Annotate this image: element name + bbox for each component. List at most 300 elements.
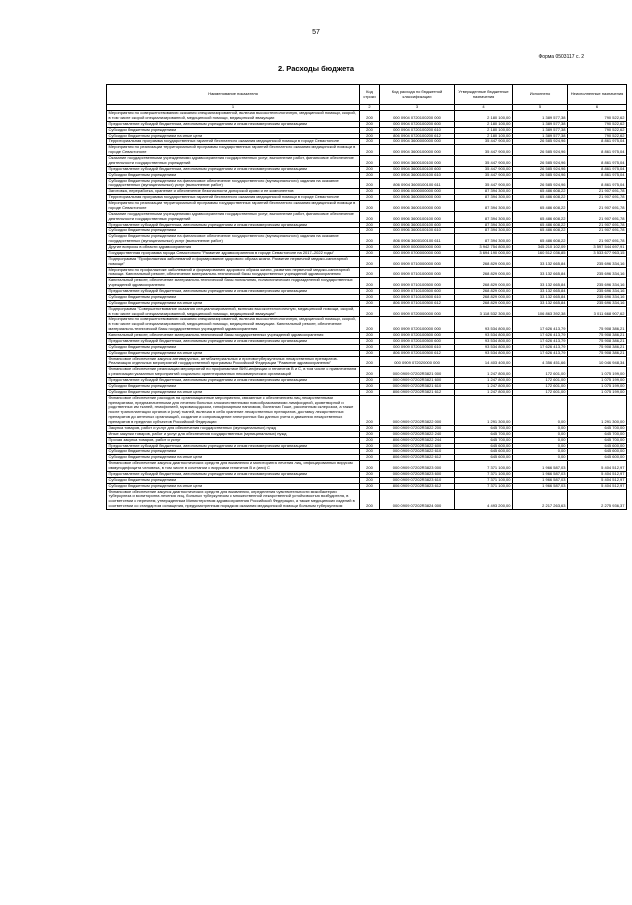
row-unexecuted: 21 907 691,78 bbox=[568, 234, 627, 245]
row-name: Подпрограмма "Профилактика заболеваний и формирование здорового образа жизни. Развитие первичной медико-санитарной помощи" bbox=[107, 256, 360, 267]
row-approved: 87 394 300,00 bbox=[455, 211, 513, 222]
table-body bbox=[107, 111, 627, 510]
row-name: Субсидии бюджетным учреждениям bbox=[107, 294, 360, 300]
row-kbk: 000 0906 3600000000 000 bbox=[380, 195, 455, 201]
table-row bbox=[107, 139, 627, 145]
table-row bbox=[107, 461, 627, 472]
row-code: 200 bbox=[360, 483, 380, 489]
table-row bbox=[107, 483, 627, 489]
row-unexecuted: 8 861 975,04 bbox=[568, 156, 627, 167]
row-approved: 268 829 000,00 bbox=[455, 289, 513, 295]
row-kbk: 806 0906 3600100100 611 bbox=[380, 234, 455, 245]
row-approved: 645 600,00 bbox=[455, 455, 513, 461]
row-approved: 93 534 800,00 bbox=[455, 344, 513, 350]
table-row bbox=[107, 471, 627, 477]
table-row bbox=[107, 378, 627, 384]
row-code: 200 bbox=[360, 300, 380, 306]
row-unexecuted: 8 861 975,04 bbox=[568, 139, 627, 145]
row-executed: 65 486 608,22 bbox=[513, 201, 568, 212]
row-kbk: 000 0909 07202R3824 000 bbox=[380, 489, 455, 510]
header-unexecuted: Неисполненные назначения bbox=[568, 85, 627, 105]
row-unexecuted: 21 907 691,78 bbox=[568, 195, 627, 201]
row-name: Субсидии бюджетным учреждениям на финансовое обеспечение государственного (муниципального) задания на оказание государственных (муниципальных) услуг (выполнение работ) bbox=[107, 234, 360, 245]
header-name: Наименование показателя bbox=[107, 85, 360, 105]
row-approved: 87 394 300,00 bbox=[455, 228, 513, 234]
table-row bbox=[107, 489, 627, 510]
row-approved: 87 394 300,00 bbox=[455, 234, 513, 245]
row-name: Государственная программа города Севастополя "Развитие здравоохранения в городе Севастополе на 2017–2022 годы" bbox=[107, 250, 360, 256]
row-kbk: 000 0904 3600000000 000 bbox=[380, 139, 455, 145]
row-approved: 93 534 800,00 bbox=[455, 333, 513, 339]
row-kbk: 000 0906 3600100100 600 bbox=[380, 222, 455, 228]
row-unexecuted: 5 404 512,97 bbox=[568, 477, 627, 483]
row-unexecuted: 790 522,62 bbox=[568, 111, 627, 122]
table-row bbox=[107, 300, 627, 306]
row-unexecuted: 5 404 512,97 bbox=[568, 483, 627, 489]
row-executed: 65 486 608,22 bbox=[513, 195, 568, 201]
row-kbk: 000 0909 0720100500 000 bbox=[380, 333, 455, 339]
row-code: 200 bbox=[360, 189, 380, 195]
row-approved: 645 700,00 bbox=[455, 425, 513, 431]
section-title: 2. Расходы бюджета bbox=[277, 64, 355, 73]
row-code: 200 bbox=[360, 211, 380, 222]
row-unexecuted: 8 861 975,04 bbox=[568, 166, 627, 172]
row-unexecuted: 21 907 691,78 bbox=[568, 201, 627, 212]
row-executed: 17 626 413,79 bbox=[513, 338, 568, 344]
row-name: Субсидии бюджетным учреждениям bbox=[107, 449, 360, 455]
row-kbk: 000 0909 07202R3823 610 bbox=[380, 477, 455, 483]
row-approved: 268 829 000,00 bbox=[455, 267, 513, 278]
row-approved: 4 493 200,00 bbox=[455, 489, 513, 510]
row-kbk: 000 0909 0720100500 610 bbox=[380, 344, 455, 350]
row-unexecuted: 645 700,00 bbox=[568, 437, 627, 443]
table-row bbox=[107, 289, 627, 295]
row-executed: 1 966 587,03 bbox=[513, 461, 568, 472]
row-code: 200 bbox=[360, 195, 380, 201]
row-approved: 14 403 400,00 bbox=[455, 356, 513, 367]
header-number: 4 bbox=[455, 105, 513, 111]
row-executed: 17 626 413,79 bbox=[513, 344, 568, 350]
header-number: 3 bbox=[380, 105, 455, 111]
row-name: Субсидии бюджетным учреждениям на иные цели bbox=[107, 455, 360, 461]
table-row bbox=[107, 278, 627, 289]
row-code: 200 bbox=[360, 344, 380, 350]
table-row bbox=[107, 189, 627, 195]
row-executed: 65 486 608,22 bbox=[513, 234, 568, 245]
table-row bbox=[107, 178, 627, 189]
row-unexecuted: 235 696 334,16 bbox=[568, 300, 627, 306]
row-code: 200 bbox=[360, 333, 380, 339]
row-approved: 2 180 100,00 bbox=[455, 127, 513, 133]
table-row bbox=[107, 234, 627, 245]
row-name: Территориальная программа государственных гарантий бесплатного оказания медицинской помощи в городе Севастополе bbox=[107, 195, 360, 201]
row-executed: 0,00 bbox=[513, 449, 568, 455]
row-executed: 33 132 665,84 bbox=[513, 267, 568, 278]
row-unexecuted: 1 075 199,00 bbox=[568, 378, 627, 384]
row-kbk: 000 0909 0710100500 600 bbox=[380, 289, 455, 295]
table-row bbox=[107, 389, 627, 395]
row-unexecuted: 645 700,00 bbox=[568, 425, 627, 431]
table-row bbox=[107, 250, 627, 256]
row-approved: 1 247 800,00 bbox=[455, 367, 513, 378]
header-kbk: Код расхода по бюджетной классификации bbox=[380, 85, 455, 105]
row-kbk: 000 0909 0710100500 000 bbox=[380, 278, 455, 289]
row-kbk: 000 0909 0720000000 000 bbox=[380, 306, 455, 317]
row-code: 200 bbox=[360, 395, 380, 425]
row-executed: 0,00 bbox=[513, 431, 568, 437]
row-unexecuted: 645 700,00 bbox=[568, 431, 627, 437]
row-executed: 17 626 413,79 bbox=[513, 350, 568, 356]
row-approved: 268 829 000,00 bbox=[455, 256, 513, 267]
row-kbk: 000 0909 0720100000 000 bbox=[380, 317, 455, 333]
row-code: 200 bbox=[360, 178, 380, 189]
row-approved: 3 118 532 300,00 bbox=[455, 306, 513, 317]
row-name: Мероприятия по реализации территориальной программы государственных гарантий бесплатного оказания медицинской помощи в городе Севастополе bbox=[107, 201, 360, 212]
row-kbk: 806 0909 07202R3823 612 bbox=[380, 483, 455, 489]
row-code: 200 bbox=[360, 338, 380, 344]
row-executed: 106 863 392,38 bbox=[513, 306, 568, 317]
table-row bbox=[107, 306, 627, 317]
row-approved: 645 700,00 bbox=[455, 437, 513, 443]
row-kbk: 806 0909 07202R3822 244 bbox=[380, 437, 455, 443]
row-executed: 2 217 263,63 bbox=[513, 489, 568, 510]
row-executed: 4 356 451,66 bbox=[513, 356, 568, 367]
row-name: Иные закупки товаров, работ и услуг для обеспечения государственных (муниципальных) нужд bbox=[107, 431, 360, 437]
row-code: 200 bbox=[360, 172, 380, 178]
table-row bbox=[107, 267, 627, 278]
row-unexecuted: 790 522,62 bbox=[568, 127, 627, 133]
row-name: Субсидии бюджетным учреждениям на иные цели bbox=[107, 483, 360, 489]
table-row bbox=[107, 245, 627, 251]
row-code: 200 bbox=[360, 489, 380, 510]
row-name: Субсидии бюджетным учреждениям на иные цели bbox=[107, 389, 360, 395]
row-code: 200 bbox=[360, 367, 380, 378]
table-row bbox=[107, 145, 627, 156]
row-kbk: 000 0906 3600100100 000 bbox=[380, 211, 455, 222]
table-row bbox=[107, 367, 627, 378]
row-code: 200 bbox=[360, 425, 380, 431]
table-row bbox=[107, 356, 627, 367]
row-kbk: 000 0909 07202R3822 200 bbox=[380, 425, 455, 431]
row-approved: 268 829 000,00 bbox=[455, 300, 513, 306]
row-unexecuted: 790 522,62 bbox=[568, 133, 627, 139]
row-executed: 0,00 bbox=[513, 443, 568, 449]
row-code: 200 bbox=[360, 228, 380, 234]
row-executed: 1 389 577,38 bbox=[513, 121, 568, 127]
row-name: Финансовое обеспечение реализации мероприятий по профилактике ВИЧ-инфекции и гепатитов В и С, в том числе с привлечением к реализации указанных мероприятий социально ориентированных некоммерческих организаций bbox=[107, 367, 360, 378]
row-name: Другие вопросы в области здравоохранения bbox=[107, 245, 360, 251]
row-name: Субсидии бюджетным учреждениям на иные цели bbox=[107, 133, 360, 139]
header-approved: Утвержденные бюджетные назначения bbox=[455, 85, 513, 105]
row-code: 200 bbox=[360, 289, 380, 295]
row-code: 200 bbox=[360, 383, 380, 389]
row-name: Закупка товаров, работ и услуг для обеспечения государственных (муниципальных) нужд bbox=[107, 425, 360, 431]
row-executed: 65 486 608,22 bbox=[513, 222, 568, 228]
row-code: 200 bbox=[360, 443, 380, 449]
row-code: 200 bbox=[360, 306, 380, 317]
row-approved: 93 534 800,00 bbox=[455, 317, 513, 333]
row-executed: 26 585 924,96 bbox=[513, 178, 568, 189]
row-name: Мероприятия по совершенствованию оказания специализированной, включая высокотехнологичную, медицинской помощи, скорой, в том числе скорой специализированной, медицинской помощи, медицинской эвакуации bbox=[107, 111, 360, 122]
row-unexecuted: 3 011 668 907,62 bbox=[568, 306, 627, 317]
row-unexecuted: 21 907 691,78 bbox=[568, 211, 627, 222]
header-number: 6 bbox=[568, 105, 627, 111]
row-unexecuted: 1 075 199,00 bbox=[568, 389, 627, 395]
header-executed: Исполнено bbox=[513, 85, 568, 105]
row-name: Мероприятия по профилактике заболеваний и формированию здорового образа жизни, развитию первичной медико-санитарной помощи. Капитальный ремонт, обеспечение материально-технической базы государственных учреждений здравоохранения bbox=[107, 267, 360, 278]
row-kbk: 000 0909 07202R3822 600 bbox=[380, 443, 455, 449]
row-name: Прочая закупка товаров, работ и услуг bbox=[107, 437, 360, 443]
table-row bbox=[107, 156, 627, 167]
row-name: Капитальный ремонт, обеспечение материально-технической базы поликлиник, поликлинических подразделений государственных учреждений здравоохранения bbox=[107, 278, 360, 289]
row-approved: 1 247 800,00 bbox=[455, 378, 513, 384]
row-code: 200 bbox=[360, 145, 380, 156]
row-unexecuted: 3 533 677 963,15 bbox=[568, 250, 627, 256]
expenses-table bbox=[106, 84, 627, 510]
row-kbk: 806 0909 07202R3821 612 bbox=[380, 389, 455, 395]
table-row bbox=[107, 222, 627, 228]
row-unexecuted: 21 907 691,78 bbox=[568, 228, 627, 234]
table-row bbox=[107, 133, 627, 139]
header-number: 5 bbox=[513, 105, 568, 111]
row-kbk: 000 0904 3600100000 000 bbox=[380, 145, 455, 156]
row-unexecuted: 8 861 975,04 bbox=[568, 145, 627, 156]
row-name: Оказание государственными учреждениями здравоохранения государственных услуг, выполнение работ, финансовое обеспечение деятельности государственных учреждений bbox=[107, 211, 360, 222]
row-kbk: 000 0909 07202R3823 000 bbox=[380, 461, 455, 472]
row-executed: 1 966 587,03 bbox=[513, 471, 568, 477]
row-unexecuted: 8 861 975,04 bbox=[568, 172, 627, 178]
row-code: 200 bbox=[360, 278, 380, 289]
row-unexecuted: 5 404 512,97 bbox=[568, 461, 627, 472]
table-row bbox=[107, 111, 627, 122]
row-code: 200 bbox=[360, 166, 380, 172]
row-approved: 2 180 100,00 bbox=[455, 121, 513, 127]
row-executed: 33 132 665,84 bbox=[513, 256, 568, 267]
row-kbk: 000 0904 0720100200 000 bbox=[380, 111, 455, 122]
row-approved: 7 371 100,00 bbox=[455, 477, 513, 483]
row-executed: 17 626 413,79 bbox=[513, 333, 568, 339]
row-kbk: 000 0909 0000000000 000 bbox=[380, 245, 455, 251]
row-code: 200 bbox=[360, 234, 380, 245]
row-name: Субсидии бюджетным учреждениям bbox=[107, 477, 360, 483]
row-executed: 33 132 665,84 bbox=[513, 294, 568, 300]
row-kbk: 000 0909 0710100500 610 bbox=[380, 294, 455, 300]
row-kbk: 000 0909 0700000000 000 bbox=[380, 250, 455, 256]
row-executed: 26 585 924,96 bbox=[513, 145, 568, 156]
table-row bbox=[107, 256, 627, 267]
row-kbk: 000 0904 3600100100 610 bbox=[380, 172, 455, 178]
row-executed: 26 585 924,96 bbox=[513, 172, 568, 178]
row-name: Мероприятия по совершенствованию оказания специализированной, включая высокотехнологичную, медицинской помощи, скорой, в том числе скорой специализированной, медицинской помощи, медицинской эвакуации. Капитальный ремонт, обеспечение материально-технической базы государственных учреждений здравоохранения bbox=[107, 317, 360, 333]
row-unexecuted: 8 861 975,04 bbox=[568, 178, 627, 189]
row-unexecuted: 75 908 386,21 bbox=[568, 317, 627, 333]
table-row bbox=[107, 395, 627, 425]
row-executed: 345 210 102,09 bbox=[513, 245, 568, 251]
row-name: Предоставление субсидий бюджетным, автономным учреждениям и иным некоммерческим организациям bbox=[107, 289, 360, 295]
row-code: 200 bbox=[360, 455, 380, 461]
row-executed: 1 966 587,03 bbox=[513, 483, 568, 489]
row-kbk: 000 0909 07202R3822 000 bbox=[380, 395, 455, 425]
row-approved: 3 694 190 000,00 bbox=[455, 250, 513, 256]
row-kbk: 806 0909 0710100500 612 bbox=[380, 300, 455, 306]
row-kbk: 000 0909 07202R3821 000 bbox=[380, 367, 455, 378]
row-name: Подпрограмма "Совершенствование оказания специализированной, включая высокотехнологичную, медицинской помощи, скорой, в том числе скорой специализированной, медицинской помощи, медицинской эвакуации" bbox=[107, 306, 360, 317]
table-row bbox=[107, 121, 627, 127]
row-kbk: 806 0904 0720100200 612 bbox=[380, 133, 455, 139]
table-row bbox=[107, 201, 627, 212]
row-approved: 1 291 300,00 bbox=[455, 395, 513, 425]
row-code: 200 bbox=[360, 378, 380, 384]
row-approved: 645 600,00 bbox=[455, 443, 513, 449]
row-code: 200 bbox=[360, 267, 380, 278]
row-kbk: 000 0909 0720100500 600 bbox=[380, 338, 455, 344]
row-unexecuted: 645 600,00 bbox=[568, 443, 627, 449]
row-executed: 1 389 577,38 bbox=[513, 133, 568, 139]
row-code: 200 bbox=[360, 389, 380, 395]
row-code: 200 bbox=[360, 133, 380, 139]
row-executed: 26 585 924,96 bbox=[513, 166, 568, 172]
table-row bbox=[107, 211, 627, 222]
row-code: 200 bbox=[360, 449, 380, 455]
row-kbk: 000 0904 3600100100 600 bbox=[380, 166, 455, 172]
row-name: Предоставление субсидий бюджетным, автономным учреждениям и иным некоммерческим организациям bbox=[107, 166, 360, 172]
table-row bbox=[107, 317, 627, 333]
row-code: 200 bbox=[360, 127, 380, 133]
row-unexecuted: 1 075 199,00 bbox=[568, 383, 627, 389]
row-name: Субсидии бюджетным учреждениям bbox=[107, 127, 360, 133]
row-kbk: 000 0906 0000000000 000 bbox=[380, 189, 455, 195]
row-approved: 7 371 100,00 bbox=[455, 461, 513, 472]
row-executed: 172 601,00 bbox=[513, 383, 568, 389]
row-name: Субсидии бюджетным учреждениям bbox=[107, 344, 360, 350]
row-unexecuted: 3 597 544 697,91 bbox=[568, 245, 627, 251]
row-unexecuted: 75 908 386,21 bbox=[568, 350, 627, 356]
row-code: 200 bbox=[360, 256, 380, 267]
row-executed: 160 512 036,85 bbox=[513, 250, 568, 256]
row-executed: 33 132 665,84 bbox=[513, 300, 568, 306]
row-approved: 35 447 900,00 bbox=[455, 172, 513, 178]
table-row bbox=[107, 338, 627, 344]
row-name: Финансовое обеспечение закупок диагностических средств для выявления и мониторинга лечения лиц, инфицированных вирусом иммунодефицита человека, в том числе в сочетании с вирусами гепатитов В и (или) С bbox=[107, 461, 360, 472]
row-approved: 645 600,00 bbox=[455, 449, 513, 455]
row-unexecuted: 645 600,00 bbox=[568, 455, 627, 461]
row-approved: 93 534 800,00 bbox=[455, 350, 513, 356]
row-kbk: 000 0909 072020000 000 bbox=[380, 356, 455, 367]
row-unexecuted: 21 907 691,78 bbox=[568, 222, 627, 228]
row-executed: 26 585 924,96 bbox=[513, 139, 568, 145]
row-approved: 268 829 000,00 bbox=[455, 278, 513, 289]
row-kbk: 000 0909 07202R3822 240 bbox=[380, 431, 455, 437]
row-name: Финансовое обеспечение закупок диагностических средств для выявления, определения чувствительности микобактерии туберкулеза и мониторинга лечения лиц, больных туберкулезом с множественной лекарственной устойчивостью возбудителя, в соответствии с перечнем, утвержденным Министерством здравоохранения Российской Федерации, а также медицинских изделий в соответствии со стандартом оснащения, предусмотренным порядком оказания медицинской помощи больным туберкулезом bbox=[107, 489, 360, 510]
row-approved: 35 447 900,00 bbox=[455, 139, 513, 145]
row-approved: 1 247 800,00 bbox=[455, 383, 513, 389]
row-name: Предоставление субсидий бюджетным, автономным учреждениям и иным некоммерческим организациям bbox=[107, 378, 360, 384]
row-name: Субсидии бюджетным учреждениям на иные цели bbox=[107, 300, 360, 306]
row-name: Предоставление субсидий бюджетным, автономным учреждениям и иным некоммерческим организациям bbox=[107, 338, 360, 344]
row-kbk: 000 0904 3600100100 000 bbox=[380, 156, 455, 167]
row-unexecuted: 75 908 386,21 bbox=[568, 344, 627, 350]
row-executed: 0,00 bbox=[513, 437, 568, 443]
table-row bbox=[107, 166, 627, 172]
row-name: Предоставление субсидий бюджетным, автономным учреждениям и иным некоммерческим организациям bbox=[107, 222, 360, 228]
row-unexecuted: 75 908 386,21 bbox=[568, 333, 627, 339]
row-approved: 35 447 900,00 bbox=[455, 156, 513, 167]
row-kbk: 000 0906 3600100100 610 bbox=[380, 228, 455, 234]
row-executed: 26 585 924,96 bbox=[513, 156, 568, 167]
row-name: Заготовка, переработка, хранение и обеспечение безопасности донорской крови и ее компонентов bbox=[107, 189, 360, 195]
row-unexecuted: 1 291 300,00 bbox=[568, 395, 627, 425]
row-kbk: 000 0909 0710100000 000 bbox=[380, 267, 455, 278]
row-name: Финансовое обеспечение закупок антивирусных, антибактериальных и противотуберкулезных лекарственных препаратов. Реализация отдельных мероприятий государственной программы Российской Федерации "Развитие здравоохранения" bbox=[107, 356, 360, 367]
row-kbk: 806 0909 0720100500 612 bbox=[380, 350, 455, 356]
row-name: Капитальный ремонт, обеспечение материально-технической базы государственных учреждений здравоохранения bbox=[107, 333, 360, 339]
row-name: Оказание государственными учреждениями здравоохранения государственных услуг, выполнение работ, финансовое обеспечение деятельности государственных учреждений bbox=[107, 156, 360, 167]
row-approved: 1 247 800,00 bbox=[455, 389, 513, 395]
row-kbk: 000 0904 0720100200 610 bbox=[380, 127, 455, 133]
form-label: Форма 0503117 с. 2 bbox=[538, 54, 584, 60]
row-code: 200 bbox=[360, 121, 380, 127]
row-approved: 87 394 300,00 bbox=[455, 222, 513, 228]
row-unexecuted: 235 696 334,16 bbox=[568, 294, 627, 300]
row-name: Субсидии бюджетным учреждениям bbox=[107, 172, 360, 178]
row-approved: 2 180 100,00 bbox=[455, 133, 513, 139]
row-code: 200 bbox=[360, 437, 380, 443]
row-code: 200 bbox=[360, 461, 380, 472]
row-code: 200 bbox=[360, 294, 380, 300]
row-kbk: 806 0909 07202R3822 612 bbox=[380, 455, 455, 461]
row-approved: 87 394 300,00 bbox=[455, 195, 513, 201]
row-unexecuted: 235 696 334,16 bbox=[568, 256, 627, 267]
row-unexecuted: 1 075 199,00 bbox=[568, 367, 627, 378]
row-kbk: 000 0906 3600100000 000 bbox=[380, 201, 455, 212]
row-kbk: 000 0909 0710000000 000 bbox=[380, 256, 455, 267]
row-code: 200 bbox=[360, 350, 380, 356]
row-approved: 35 447 900,00 bbox=[455, 178, 513, 189]
row-code: 200 bbox=[360, 356, 380, 367]
row-unexecuted: 75 908 386,21 bbox=[568, 338, 627, 344]
row-unexecuted: 645 600,00 bbox=[568, 449, 627, 455]
header-row bbox=[107, 85, 627, 105]
header-code: Код строки bbox=[360, 85, 380, 105]
row-executed: 0,00 bbox=[513, 395, 568, 425]
row-approved: 87 394 300,00 bbox=[455, 189, 513, 195]
row-executed: 65 486 608,22 bbox=[513, 228, 568, 234]
row-name: Мероприятия по реализации территориальной программы государственных гарантий бесплатного оказания медицинской помощи в городе Севастополе bbox=[107, 145, 360, 156]
row-executed: 0,00 bbox=[513, 425, 568, 431]
row-name: Предоставление субсидий бюджетным, автономным учреждениям и иным некоммерческим организациям bbox=[107, 121, 360, 127]
row-unexecuted: 5 404 512,97 bbox=[568, 471, 627, 477]
row-unexecuted: 790 522,62 bbox=[568, 121, 627, 127]
row-approved: 93 534 800,00 bbox=[455, 338, 513, 344]
page-number: 57 bbox=[312, 29, 320, 36]
row-unexecuted: 235 696 334,16 bbox=[568, 267, 627, 278]
row-unexecuted: 21 907 691,78 bbox=[568, 189, 627, 195]
row-kbk: 806 0904 3600100100 611 bbox=[380, 178, 455, 189]
row-kbk: 000 0909 07202R3821 610 bbox=[380, 383, 455, 389]
row-approved: 3 942 754 800,00 bbox=[455, 245, 513, 251]
row-executed: 1 389 577,38 bbox=[513, 111, 568, 122]
row-unexecuted: 235 696 334,16 bbox=[568, 278, 627, 289]
row-executed: 172 601,00 bbox=[513, 367, 568, 378]
row-code: 200 bbox=[360, 477, 380, 483]
row-executed: 172 601,00 bbox=[513, 378, 568, 384]
row-name: Предоставление субсидий бюджетным, автономным учреждениям и иным некоммерческим организациям bbox=[107, 471, 360, 477]
table-row bbox=[107, 350, 627, 356]
row-executed: 1 389 577,38 bbox=[513, 127, 568, 133]
row-executed: 17 626 413,79 bbox=[513, 317, 568, 333]
row-name: Территориальная программа государственных гарантий бесплатного оказания медицинской помощи в городе Севастополе bbox=[107, 139, 360, 145]
row-name: Субсидии бюджетным учреждениям на финансовое обеспечение государственного (муниципального) задания на оказание государственных (муниципальных) услуг (выполнение работ) bbox=[107, 178, 360, 189]
